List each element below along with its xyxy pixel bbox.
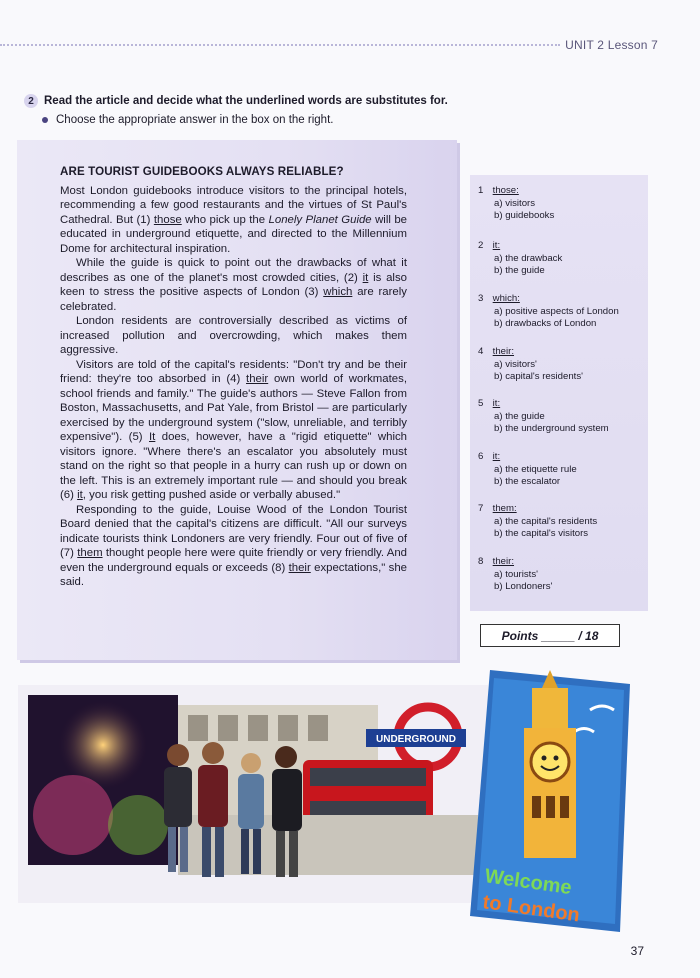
question-8: 8 their: a) tourists' b) Londoners' xyxy=(478,556,553,592)
page-number: 37 xyxy=(630,944,644,958)
option-2a[interactable]: a) the drawback xyxy=(494,252,563,264)
task-subinstruction-text: Choose the appropriate answer in the box on the right. xyxy=(56,114,334,126)
article xyxy=(60,165,407,590)
firework-burst-pink xyxy=(33,775,113,855)
bullet-icon xyxy=(42,117,48,123)
question-7: 7 them: a) the capital's residents b) the capital's visitors xyxy=(478,503,598,539)
underlined-word-2: it xyxy=(362,271,369,284)
header-divider xyxy=(0,44,560,46)
question-3: 3 which: a) positive aspects of London b) drawbacks of London xyxy=(478,293,619,329)
underlined-word-5: It xyxy=(149,431,156,443)
option-4a[interactable]: a) visitors' xyxy=(494,358,537,370)
firework-burst-green xyxy=(108,795,168,855)
question-5: 5 it: a) the guide b) the underground system xyxy=(478,398,609,434)
task-instruction xyxy=(24,94,448,108)
question-4: 4 their: a) visitors' b) capital's residents' xyxy=(478,346,583,382)
london-photo xyxy=(18,685,488,903)
underlined-word-1: those xyxy=(153,213,182,226)
option-7b[interactable]: b) the capital's visitors xyxy=(494,528,589,539)
option-7a[interactable]: a) the capital's residents xyxy=(494,515,598,527)
task-number-badge: 2 xyxy=(24,94,38,108)
option-4b[interactable]: b) capital's residents' xyxy=(494,371,583,382)
option-1a[interactable]: a) visitors xyxy=(494,197,536,209)
underlined-word-3: which xyxy=(323,286,353,298)
task-subinstruction xyxy=(42,114,333,126)
option-8a[interactable]: a) tourists' xyxy=(494,568,538,580)
underground-sign-text: UNDERGROUND xyxy=(376,734,456,745)
option-6b[interactable]: b) the escalator xyxy=(494,476,561,487)
task-instruction-text: Read the article and decide what the underlined words are substitutes for. xyxy=(44,95,448,107)
poster-welcome-text: Welcome xyxy=(483,865,573,900)
underlined-word-6: it xyxy=(77,489,83,501)
article-title: ARE TOURIST GUIDEBOOKS ALWAYS RELIABLE? xyxy=(60,165,344,178)
unit-lesson-header: UNIT 2 Lesson 7 xyxy=(565,38,658,52)
underlined-word-8: their xyxy=(288,561,311,574)
points-blank[interactable]: _____ xyxy=(541,628,576,643)
option-3a[interactable]: a) positive aspects of London xyxy=(494,305,619,317)
poster-london-text: to London xyxy=(481,891,582,927)
option-8b[interactable]: b) Londoners' xyxy=(494,581,553,592)
article-paragraph-3: London residents are controversially described as victims of increased pollution and overcrowding, which makes them aggressive. xyxy=(60,315,407,356)
welcome-to-london-poster xyxy=(470,670,642,932)
option-3b[interactable]: b) drawbacks of London xyxy=(494,318,597,329)
book-title: Lonely Planet Guide xyxy=(268,213,372,226)
underlined-word-4: their xyxy=(246,373,269,385)
question-1: 1 those: a) visitors b) guidebooks xyxy=(478,185,555,221)
article-paragraph-1: Most London guidebooks introduce visitors to the principal hotels, recommending a few good restaurants and the virtues of St Paul's Cathedral. But (1) those who pick up the Lonely Planet Guide will be educated in underground etiquette, and directed to the Millennium Dome for architectural inspiration. xyxy=(60,184,407,255)
article-paragraph-2: While the guide is quick to point out the drawbacks of what it describes as one of the planet's most crowded cities, (2) it is also keen to stress the positive aspects of London (3) which are rarely celebrated. xyxy=(60,257,407,313)
option-1b[interactable]: b) guidebooks xyxy=(494,210,555,221)
article-paragraph-4: Visitors are told of the capital's residents: "Don't try and be their friend: they're too absorbed in (4) their own world of workmates, school friends and family." The guide's authors — Steve Fallon from Boston, Massachusetts, and Pat Yale, from Bristol — are particularly exercised by the underground system ("slow, unreliable, and terribly expensive"). (5) It does, however, have a "rigid etiquette" which visitors ignore. "Where there's an escalator you absolutely must stand on the right so that people in a hurry can rush up or down on the left. This is an extremely important rule — and should you break (6) it, you risk getting pushed aside or verbally abused." xyxy=(60,358,407,501)
option-2b[interactable]: b) the guide xyxy=(494,265,545,276)
points-label: Points xyxy=(501,628,539,643)
points-box xyxy=(480,624,620,647)
question-2: 2 it: a) the drawback b) the guide xyxy=(478,240,563,276)
points-total: / 18 xyxy=(578,628,599,643)
underlined-word-7: them xyxy=(77,547,103,559)
option-5b[interactable]: b) the underground system xyxy=(494,423,609,434)
option-6a[interactable]: a) the etiquette rule xyxy=(494,463,577,475)
article-paragraph-5: Responding to the guide, Louise Wood of the London Tourist Board denied that the capital's citizens are difficult. "All our surveys indicate tourists think Londoners are very friendly. Four out of five of (7) them thought people here were quite friendly or very friendly. And even the underground equals or exceeds (8) their expectations," she said. xyxy=(60,503,407,588)
option-5a[interactable]: a) the guide xyxy=(494,410,545,422)
question-6: 6 it: a) the etiquette rule b) the escalator xyxy=(478,451,577,487)
